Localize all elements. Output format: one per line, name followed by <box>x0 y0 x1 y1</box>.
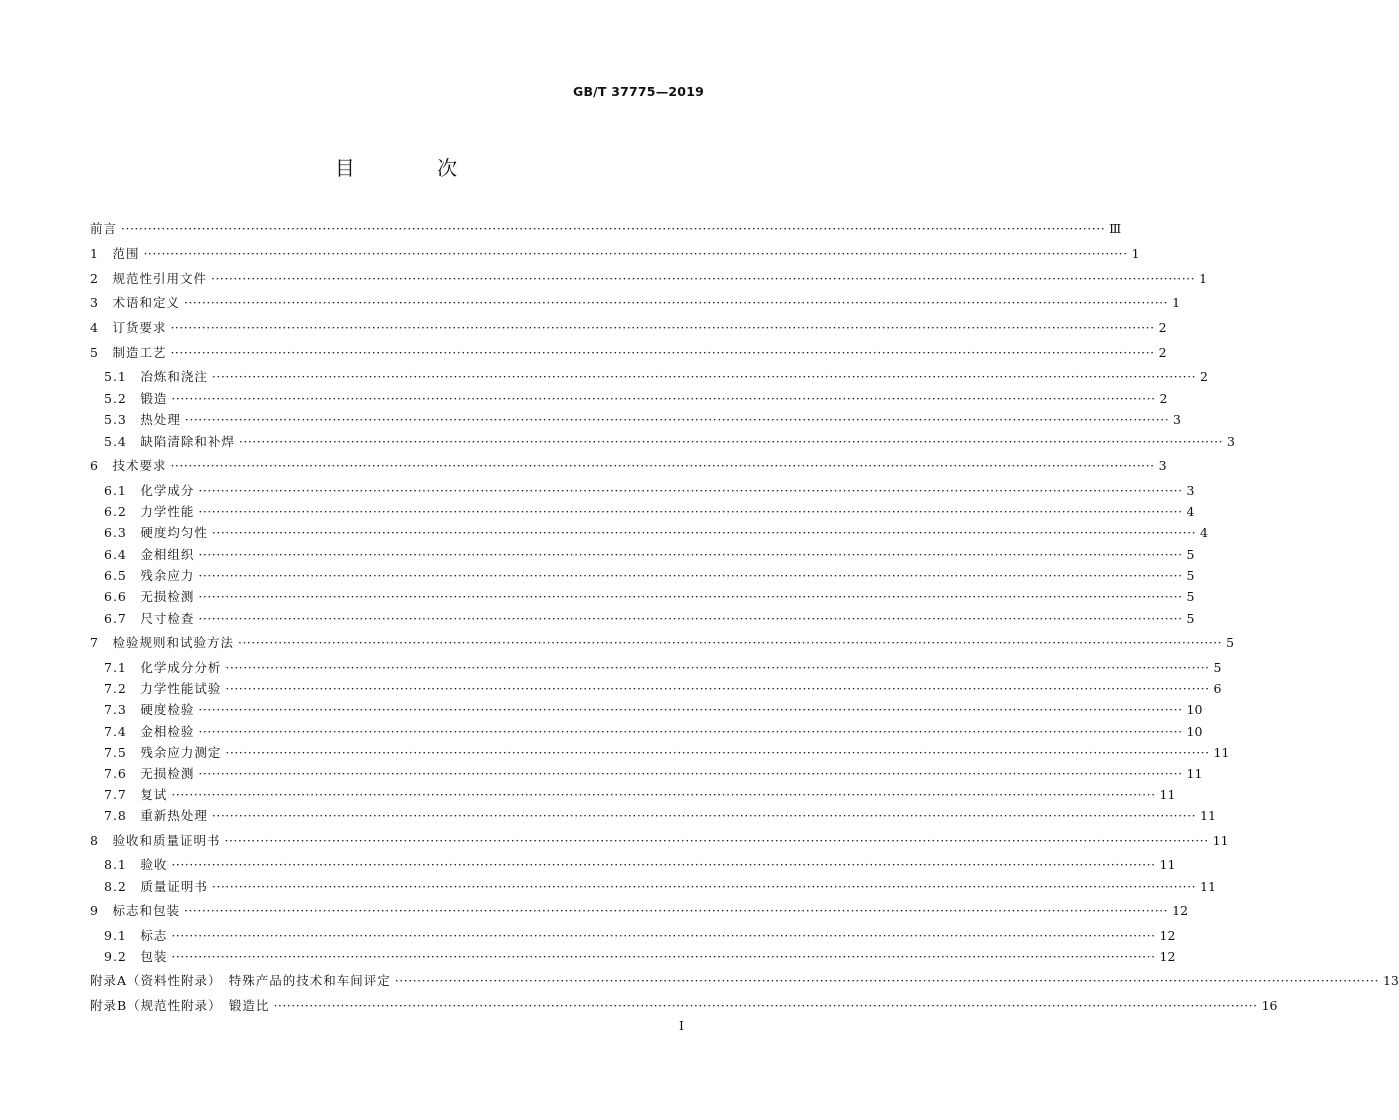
toc-entry-page: 5 <box>1186 611 1195 626</box>
toc-entry-page: 5 <box>1226 635 1235 650</box>
toc-entry[interactable] <box>90 271 1208 287</box>
toc-entry-page: 2 <box>1200 369 1208 384</box>
toc-leader-dots: ···························································································································································································································· <box>198 547 1183 562</box>
toc-entry-label: 8.2 质量证明书 <box>104 879 208 894</box>
toc-leader-dots: ···························································································································································································································· <box>170 320 1155 335</box>
toc-entry[interactable] <box>104 434 1235 450</box>
toc-entry-label: 7.1 化学成分分析 <box>104 660 222 675</box>
toc-entry-page: 11 <box>1213 745 1230 760</box>
toc-entry[interactable] <box>104 568 1195 584</box>
toc-leader-dots: ···························································································································································································································· <box>210 271 1196 286</box>
toc-entry[interactable] <box>90 246 1140 262</box>
toc-leader-dots: ···························································································································································································································· <box>170 458 1155 473</box>
toc-entry-page: 10 <box>1186 702 1203 717</box>
toc-leader-dots: ···························································································································································································································· <box>224 833 1209 848</box>
toc-leader-dots: ···························································································································································································································· <box>171 787 1156 802</box>
toc-leader-dots: ···························································································································································································································· <box>198 724 1183 739</box>
toc-entry-page: 12 <box>1159 928 1176 943</box>
toc-entry-label: 前言 <box>90 221 118 236</box>
toc-leader-dots: ···························································································································································································································· <box>171 391 1156 406</box>
toc-entry[interactable] <box>104 766 1203 782</box>
toc-leader-dots: ···························································································································································································································· <box>198 589 1183 604</box>
toc-leader-dots: ···························································································································································································································· <box>198 568 1183 583</box>
toc-entry[interactable] <box>90 635 1235 651</box>
toc-entry[interactable] <box>104 660 1222 676</box>
toc-entry[interactable] <box>104 589 1195 605</box>
toc-entry-label: 3 术语和定义 <box>90 295 180 310</box>
toc-entry[interactable] <box>90 833 1229 849</box>
toc-entry[interactable] <box>104 857 1176 873</box>
toc-entry[interactable] <box>104 879 1216 895</box>
page-folio: I <box>679 1018 684 1033</box>
toc-entry[interactable] <box>104 504 1195 520</box>
toc-entry-label: 6.4 金相组织 <box>104 547 195 562</box>
toc-entry-page: 16 <box>1261 998 1278 1013</box>
toc-entry[interactable] <box>90 295 1181 311</box>
toc-leader-dots: ···························································································································································································································· <box>170 345 1155 360</box>
toc-entry-label: 5.4 缺陷清除和补焊 <box>104 434 235 449</box>
toc-leader-dots: ···························································································································································································································· <box>143 246 1128 261</box>
toc-entry-page: 1 <box>1172 295 1181 310</box>
toc-entry-page: 2 <box>1159 391 1168 406</box>
toc-entry-page: 2 <box>1158 345 1167 360</box>
toc-entry-page: 10 <box>1186 724 1203 739</box>
toc-entry-page: 5 <box>1186 547 1195 562</box>
toc-entry[interactable] <box>90 973 1399 989</box>
toc-entry-label: 6 技术要求 <box>90 458 167 473</box>
toc-entry-label: 4 订货要求 <box>90 320 167 335</box>
toc-entry-page: 1 <box>1131 246 1140 261</box>
toc-entry-page: 3 <box>1186 483 1195 498</box>
toc-entry-page: 6 <box>1213 681 1222 696</box>
toc-entry-page: 3 <box>1158 458 1167 473</box>
toc-entry-label: 7.4 金相检验 <box>104 724 195 739</box>
toc-entry-label: 7.5 残余应力测定 <box>104 745 222 760</box>
toc-leader-dots: ···························································································································································································································· <box>171 857 1156 872</box>
toc-entry-label: 7.6 无损检测 <box>104 766 195 781</box>
toc-entry-label: 5.2 锻造 <box>104 391 168 406</box>
toc-entry-label: 6.7 尺寸检查 <box>104 611 195 626</box>
toc-entry[interactable] <box>104 412 1181 428</box>
toc-entry-label: 9.1 标志 <box>104 928 168 943</box>
toc-entry-page: 11 <box>1159 787 1176 802</box>
toc-entry-label: 7.7 复试 <box>104 787 168 802</box>
toc-entry[interactable] <box>90 221 1122 237</box>
toc-entry[interactable] <box>104 787 1176 803</box>
toc-leader-dots: ···························································································································································································································· <box>273 998 1258 1013</box>
toc-entry-page: 12 <box>1159 949 1176 964</box>
toc-entry-page: 3 <box>1227 434 1235 449</box>
toc-entry-page: 4 <box>1186 504 1195 519</box>
toc-leader-dots: ···························································································································································································································· <box>198 766 1183 781</box>
toc-entry-label: 附录A（资料性附录） 特殊产品的技术和车间评定 <box>90 973 391 988</box>
toc-entry-label: 5.1 冶炼和浇注 <box>104 369 208 384</box>
toc-entry[interactable] <box>104 808 1216 824</box>
toc-leader-dots: ···························································································································································································································· <box>183 295 1169 310</box>
toc-entry[interactable] <box>90 320 1167 336</box>
toc-leader-dots: ···························································································································································································································· <box>394 973 1379 988</box>
toc-entry-label: 9.2 包装 <box>104 949 168 964</box>
toc-entry-page: 5 <box>1186 568 1195 583</box>
toc-entry-page: 3 <box>1173 412 1181 427</box>
toc-leader-dots: ···························································································································································································································· <box>198 504 1183 519</box>
toc-entry[interactable] <box>104 928 1176 944</box>
toc-entry-page: 11 <box>1200 879 1216 894</box>
toc-leader-dots: ···························································································································································································································· <box>211 525 1197 540</box>
toc-entry-label: 8.1 验收 <box>104 857 168 872</box>
toc-entry-label: 2 规范性引用文件 <box>90 271 207 286</box>
toc-entry[interactable] <box>104 745 1230 761</box>
toc-entry[interactable] <box>90 998 1278 1014</box>
toc-entry[interactable] <box>104 681 1222 697</box>
toc-entry-label: 5.3 热处理 <box>104 412 181 427</box>
toc-leader-dots: ···························································································································································································································· <box>211 879 1197 894</box>
toc-entry-label: 6.2 力学性能 <box>104 504 195 519</box>
toc-leader-dots: ···························································································································································································································· <box>198 702 1183 717</box>
toc-entry[interactable] <box>104 949 1176 965</box>
toc-entry[interactable] <box>104 547 1195 563</box>
toc-leader-dots: ···························································································································································································································· <box>237 635 1223 650</box>
toc-entry-page: Ⅲ <box>1109 221 1122 236</box>
toc-entry[interactable] <box>104 391 1168 407</box>
toc-entry-page: 4 <box>1200 525 1208 540</box>
toc-leader-dots: ···························································································································································································································· <box>121 221 1106 236</box>
toc-leader-dots: ···························································································································································································································· <box>225 745 1210 760</box>
toc-entry-page: 13 <box>1382 973 1399 988</box>
toc-entry-page: 1 <box>1199 271 1208 286</box>
toc-entry-page: 11 <box>1159 857 1176 872</box>
toc-entry-label: 7.3 硬度检验 <box>104 702 195 717</box>
toc-leader-dots: ···························································································································································································································· <box>171 949 1156 964</box>
toc-entry-label: 附录B（规范性附录） 锻造比 <box>90 998 270 1013</box>
toc-leader-dots: ···························································································································································································································· <box>238 434 1224 449</box>
toc-entry[interactable] <box>104 724 1203 740</box>
toc-leader-dots: ···························································································································································································································· <box>211 808 1197 823</box>
toc-entry-page: 12 <box>1172 903 1189 918</box>
toc-entry-label: 6.3 硬度均匀性 <box>104 525 208 540</box>
toc-leader-dots: ···························································································································································································································· <box>171 928 1156 943</box>
toc-entry[interactable] <box>104 525 1208 541</box>
toc-leader-dots: ···························································································································································································································· <box>198 483 1183 498</box>
toc-entry-label: 1 范围 <box>90 246 140 261</box>
toc-entry-label: 7.8 重新热处理 <box>104 808 208 823</box>
toc-entry-label: 7 检验规则和试验方法 <box>90 635 234 650</box>
toc-entry[interactable] <box>104 702 1203 718</box>
toc-leader-dots: ···························································································································································································································· <box>225 681 1210 696</box>
toc-entry-label: 8 验收和质量证明书 <box>90 833 221 848</box>
toc-entry[interactable] <box>90 345 1167 361</box>
page-title: 目 次 <box>334 156 496 180</box>
toc-entry-label: 7.2 力学性能试验 <box>104 681 222 696</box>
toc-entry-label: 6.5 残余应力 <box>104 568 195 583</box>
toc-entry[interactable] <box>104 483 1195 499</box>
toc-entry-label: 5 制造工艺 <box>90 345 167 360</box>
toc-leader-dots: ···························································································································································································································· <box>225 660 1210 675</box>
toc-entry-label: 9 标志和包装 <box>90 903 180 918</box>
toc-entry-page: 11 <box>1212 833 1229 848</box>
toc-entry-page: 11 <box>1200 808 1216 823</box>
toc-entry-page: 2 <box>1158 320 1167 335</box>
toc-leader-dots: ···························································································································································································································· <box>183 903 1169 918</box>
toc-leader-dots: ···························································································································································································································· <box>184 412 1170 427</box>
toc-entry-label: 6.1 化学成分 <box>104 483 195 498</box>
toc-entry[interactable] <box>90 458 1167 474</box>
toc-entry-page: 5 <box>1213 660 1222 675</box>
toc-entry[interactable] <box>104 611 1195 627</box>
toc-leader-dots: ···························································································································································································································· <box>211 369 1197 384</box>
toc-entry-page: 5 <box>1186 589 1195 604</box>
toc-leader-dots: ···························································································································································································································· <box>198 611 1183 626</box>
toc-entry-page: 11 <box>1186 766 1203 781</box>
toc-entry[interactable] <box>90 903 1189 919</box>
standard-number: GB/T 37775—2019 <box>572 84 704 99</box>
toc-entry-label: 6.6 无损检测 <box>104 589 195 604</box>
toc-entry[interactable] <box>104 369 1208 385</box>
